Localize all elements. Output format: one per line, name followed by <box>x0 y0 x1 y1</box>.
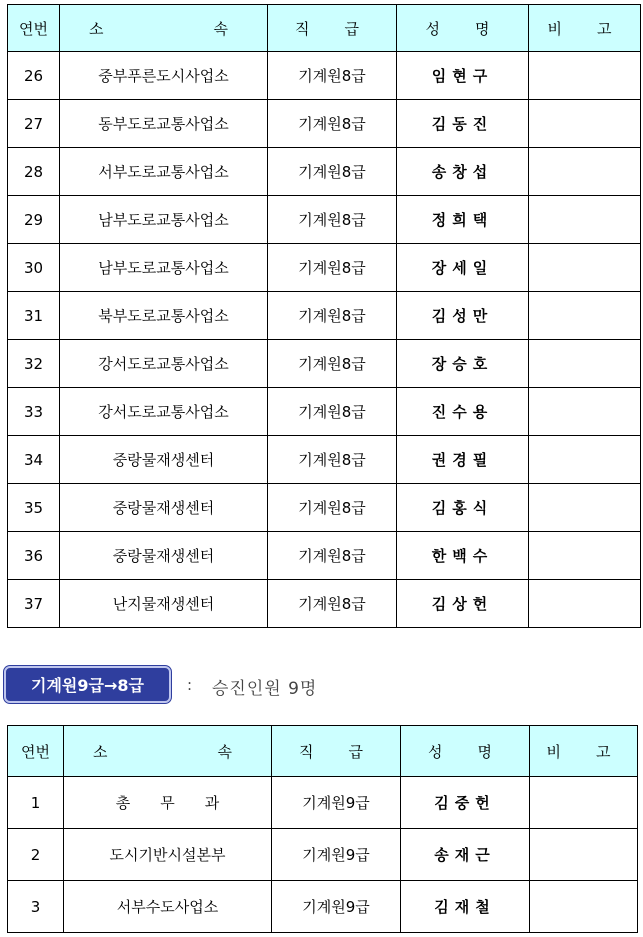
cell-name: 김중헌 <box>401 777 530 829</box>
cell-name: 김상헌 <box>397 580 529 628</box>
cell-remark <box>529 580 641 628</box>
table-row <box>8 484 641 532</box>
table-row <box>8 100 641 148</box>
cell-remark <box>529 100 641 148</box>
section-badge: 기계원9급→8급 <box>4 666 171 703</box>
table-row <box>8 388 641 436</box>
cell-name: 임현구 <box>397 52 529 100</box>
cell-name: 장승호 <box>397 340 529 388</box>
cell-grade: 기계원8급 <box>268 52 397 100</box>
cell-grade: 기계원8급 <box>268 340 397 388</box>
cell-dept: 도시기반시설본부 <box>64 829 272 881</box>
cell-remark <box>529 148 641 196</box>
cell-name: 송창섭 <box>397 148 529 196</box>
cell-name: 김성만 <box>397 292 529 340</box>
table-row <box>8 777 638 829</box>
table-header-row <box>8 726 638 777</box>
cell-dept: 동부도로교통사업소 <box>60 100 268 148</box>
cell-dept: 강서도로교통사업소 <box>60 388 268 436</box>
table-row <box>8 148 641 196</box>
header-dept: 소 속 <box>64 726 272 777</box>
header-grade: 직 급 <box>268 5 397 52</box>
cell-grade: 기계원8급 <box>268 580 397 628</box>
cell-remark <box>530 881 638 933</box>
cell-no: 28 <box>8 148 60 196</box>
header-remark: 비 고 <box>530 726 638 777</box>
header-grade: 직 급 <box>272 726 401 777</box>
table-row <box>8 829 638 881</box>
cell-no: 31 <box>8 292 60 340</box>
cell-no: 1 <box>8 777 64 829</box>
promotion-count-summary: 승진인원 9명 <box>212 679 318 699</box>
cell-grade: 기계원8급 <box>268 484 397 532</box>
section-colon: : <box>187 676 193 694</box>
cell-remark <box>530 777 638 829</box>
cell-dept: 중부푸른도시사업소 <box>60 52 268 100</box>
cell-name: 진수용 <box>397 388 529 436</box>
cell-no: 29 <box>8 196 60 244</box>
cell-grade: 기계원8급 <box>268 532 397 580</box>
cell-no: 37 <box>8 580 60 628</box>
cell-dept: 총 무 과 <box>64 777 272 829</box>
cell-no: 36 <box>8 532 60 580</box>
cell-remark <box>529 340 641 388</box>
promotion-table-8th-grade <box>7 4 641 628</box>
cell-name: 김재철 <box>401 881 530 933</box>
cell-dept: 남부도로교통사업소 <box>60 196 268 244</box>
cell-grade: 기계원8급 <box>268 436 397 484</box>
header-remark: 비 고 <box>529 5 641 52</box>
header-dept: 소 속 <box>60 5 268 52</box>
cell-no: 34 <box>8 436 60 484</box>
cell-name: 정희택 <box>397 196 529 244</box>
cell-no: 35 <box>8 484 60 532</box>
cell-grade: 기계원8급 <box>268 292 397 340</box>
cell-dept: 난지물재생센터 <box>60 580 268 628</box>
cell-name: 권경필 <box>397 436 529 484</box>
cell-name: 송재근 <box>401 829 530 881</box>
table-header-row <box>8 5 641 52</box>
cell-dept: 중랑물재생센터 <box>60 532 268 580</box>
cell-remark <box>530 829 638 881</box>
cell-grade: 기계원8급 <box>268 100 397 148</box>
promotion-table-9th-grade <box>7 725 638 933</box>
table-row <box>8 436 641 484</box>
cell-remark <box>529 436 641 484</box>
cell-remark <box>529 388 641 436</box>
cell-name: 한백수 <box>397 532 529 580</box>
table-row <box>8 52 641 100</box>
cell-dept: 강서도로교통사업소 <box>60 340 268 388</box>
cell-grade: 기계원8급 <box>268 388 397 436</box>
cell-dept: 남부도로교통사업소 <box>60 244 268 292</box>
cell-dept: 서부수도사업소 <box>64 881 272 933</box>
cell-grade: 기계원8급 <box>268 148 397 196</box>
cell-remark <box>529 196 641 244</box>
header-no: 연번 <box>8 5 60 52</box>
cell-no: 32 <box>8 340 60 388</box>
cell-no: 33 <box>8 388 60 436</box>
cell-remark <box>529 52 641 100</box>
cell-grade: 기계원8급 <box>268 196 397 244</box>
cell-no: 30 <box>8 244 60 292</box>
cell-dept: 북부도로교통사업소 <box>60 292 268 340</box>
cell-remark <box>529 244 641 292</box>
cell-name: 장세일 <box>397 244 529 292</box>
table-row <box>8 292 641 340</box>
cell-grade: 기계원9급 <box>272 881 401 933</box>
table-row <box>8 340 641 388</box>
cell-dept: 중랑물재생센터 <box>60 484 268 532</box>
cell-dept: 중랑물재생센터 <box>60 436 268 484</box>
cell-name: 김동진 <box>397 100 529 148</box>
table-row <box>8 196 641 244</box>
table-row <box>8 244 641 292</box>
table-row <box>8 532 641 580</box>
cell-grade: 기계원9급 <box>272 829 401 881</box>
header-name: 성 명 <box>401 726 530 777</box>
cell-no: 3 <box>8 881 64 933</box>
cell-dept: 서부도로교통사업소 <box>60 148 268 196</box>
table-row <box>8 881 638 933</box>
cell-no: 26 <box>8 52 60 100</box>
cell-no: 27 <box>8 100 60 148</box>
cell-name: 김홍식 <box>397 484 529 532</box>
cell-remark <box>529 484 641 532</box>
header-name: 성 명 <box>397 5 529 52</box>
table-row <box>8 580 641 628</box>
cell-remark <box>529 532 641 580</box>
header-no: 연번 <box>8 726 64 777</box>
cell-no: 2 <box>8 829 64 881</box>
cell-remark <box>529 292 641 340</box>
cell-grade: 기계원8급 <box>268 244 397 292</box>
cell-grade: 기계원9급 <box>272 777 401 829</box>
